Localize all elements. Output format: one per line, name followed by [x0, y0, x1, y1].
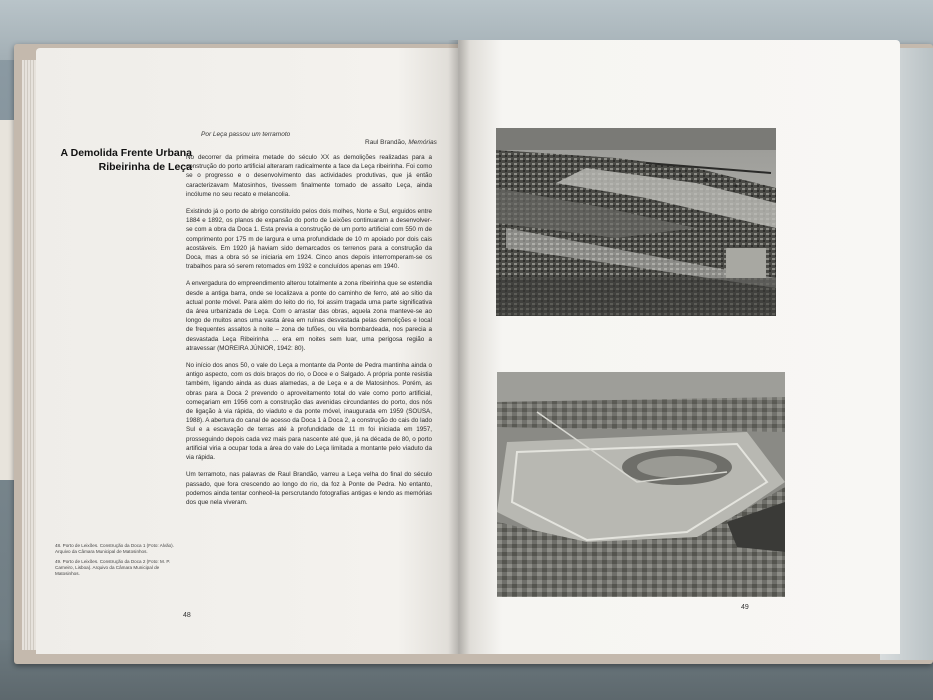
page-number-right: 49 — [741, 604, 749, 611]
section-title-line-1: A Demolida Frente Urbana — [60, 147, 192, 159]
body-text — [186, 153, 432, 515]
section-title — [56, 146, 192, 174]
epigraph-source: Memórias — [408, 139, 437, 146]
page-number-left: 48 — [183, 612, 191, 619]
book-gutter — [448, 40, 470, 654]
caption: 49. Porto de Leixões. Construção da Doca 2 (Foto: M. P. Carneiro, Lisboa). Arquivo da Câmara Municipal de Matosinhos. — [55, 559, 171, 576]
aerial-photo-doca-1 — [496, 128, 776, 316]
section-title-line-2: Ribeirinha de Leça — [98, 161, 192, 173]
paragraph: Um terramoto, nas palavras de Raul Brandão, varreu a Leça velha do final do século passado, que fora crescendo ao longo do rio, da foz à Ponte de Pedra. No entanto, podemos ainda tentar conhecê-la perscrutando fotografias antigas e lendo as memórias dos que nela viveram. — [186, 471, 432, 506]
aerial-photo-doca-2 — [497, 372, 785, 597]
epigraph-author: Raul Brandão, — [365, 139, 407, 146]
epigraph-attribution — [365, 139, 437, 146]
paragraph: No início dos anos 50, o vale do Leça a montante da Ponte de Pedra mantinha ainda o antigo aspecto, com os dois braços do rio, o Doce e o Salgado. A própria ponte resistia também, ligando ainda as duas alamedas, a de Leça e a de Matosinhos. Porém, as obras para a Doca 2 prevendo o aproveitamento total do vale como porto artificial, começariam em 1956 com a construção das avenidas circundantes do porto, dos nós de ligação à via rápida, do viaduto e da ponte móvel, inaugurada em 1959 (SOUSA, 1988). A abertura do canal de acesso da Doca 1 à Doca 2, a construção do cais do lado Sul e a escavação de terras até à profundidade de 11 m foi iniciada em 1957, prosseguindo depois cada vez mais para nascente até que, já na década de 80, o porto artificial viria a ocupar toda a área do vale do Leça limitada a montante pelo viaduto da via rápida. — [186, 362, 432, 462]
paragraph: A envergadura do empreendimento alterou totalmente a zona ribeirinha que se estendia desde a antiga barra, onde se localizava a ponte do caminho de ferro, até ao sítio da actual ponte móvel. Para além do leito do rio, foi assim tragada uma parte significativa da área urbanizada de Leça. Com o arrastar das obras, aquela zona manteve-se ao longo de muitos anos uma vasta área em ruínas desvastada pelas demolições e local de frequentes assaltos à noite – zona de tufões, ou vila bombardeada, nos parecia a desvastada Leça Ribeirinha ... era em noites sem luar, uma perigosa região a atravessar (MOREIRA JÚNIOR, 1942: 80). — [186, 280, 432, 352]
epigraph: Por Leça passou um terramoto — [201, 131, 291, 138]
paragraph: No decorrer da primeira metade do século XX as demolições realizadas para a construção do porto artificial alteraram radicalmente a face da Leça ribeirinha. Foi como se o progresso e o desenvolvimento das actividades produtivas, que já então caracterizavam Matosinhos, tivessem finalmente tomado de assalto Leça, ainda incólume no seu recato e melancolia. — [186, 154, 432, 198]
paragraph: Existindo já o porto de abrigo constituído pelos dois molhes, Norte e Sul, erguidos entre 1884 e 1892, os planos de expansão do porto de Leixões continuaram a desenvolver-se com a obra da Doca 1. Esta previa a construção de um porto artificial com 550 m de comprimento por 175 m de largura e uma profundidade de 10 m apoiado por dois cais acostáveis. Em 1920 já haviam sido demarcados os terrenos para a construção da Doca, mas a obra só se iniciaria em 1924. Cinco anos depois interromperam-se os trabalhos para só serem retomados em 1932 e concluídos apenas em 1940. — [186, 208, 432, 271]
photo-captions — [55, 543, 180, 581]
caption: 48. Porto de Leixões. Construção da Doca 1 (Foto: Alvão). Arquivo da Câmara Municipal de Matosinhos. — [55, 543, 174, 554]
